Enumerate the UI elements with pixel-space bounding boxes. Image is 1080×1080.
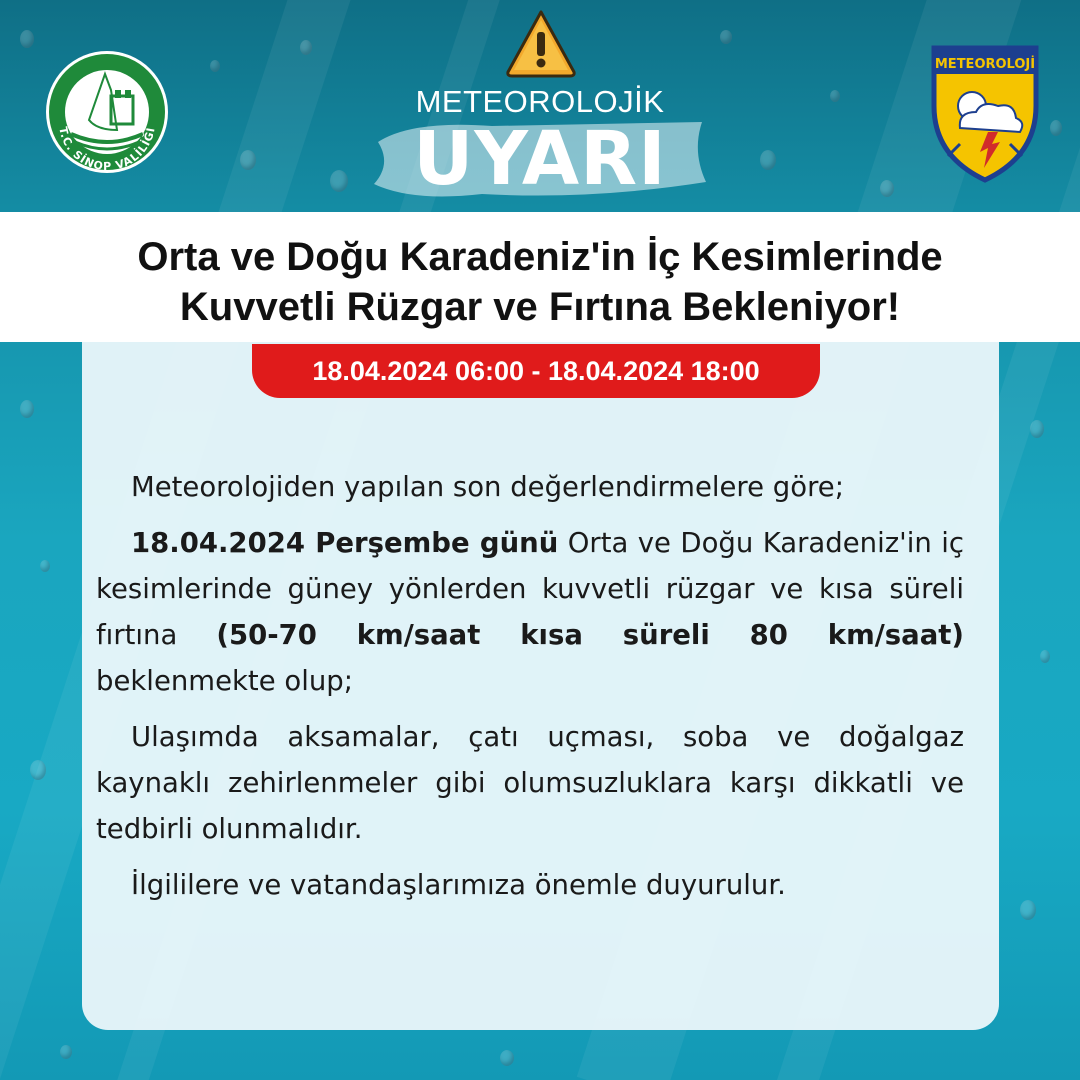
left-logo-text: T.C. SİNOP VALİLİĞİ (56, 125, 158, 174)
sinop-valiligi-logo (45, 50, 169, 174)
forecast-text: Orta ve Doğu Karadeniz'in iç kesimlerinde güney yönlerden kuvvetli rüzgar ve kısa süreli fırtına (96, 527, 964, 651)
intro-paragraph: Meteorolojiden yapılan son değerlendirmelere göre; (131, 471, 844, 503)
uyari-word: UYARI (413, 116, 667, 202)
meteorolojik-word: METEOROLOJİK (415, 84, 665, 119)
closing-paragraph: İlgililere ve vatandaşlarımıza önemle duyurulur. (131, 869, 786, 901)
warning-triangle-icon (505, 8, 577, 80)
forecast-tail: beklenmekte olup; (96, 665, 353, 697)
caution-paragraph: Ulaşımda aksamalar, çatı uçması, soba ve doğalgaz kaynaklı zehirlenmeler gibi olumsuzluklara karşı dikkatli ve tedbirli olunmalıdır. (96, 721, 964, 845)
right-logo-text: METEOROLOJİ (934, 57, 1036, 72)
meteoroloji-logo (930, 44, 1040, 184)
headline-line-2: Kuvvetli Rüzgar ve Fırtına Bekleniyor! (179, 285, 901, 329)
wind-speed-bold: (50-70 km/saat kısa süreli 80 km/saat) (216, 619, 964, 651)
date-range-badge: 18.04.2024 06:00 - 18.04.2024 18:00 (252, 344, 820, 398)
forecast-paragraph (96, 520, 964, 704)
announcement-text (96, 464, 964, 918)
headline-line-1: Orta ve Doğu Karadeniz'in İç Kesimlerinde (137, 235, 943, 279)
forecast-date-bold: 18.04.2024 Perşembe günü (131, 527, 559, 559)
